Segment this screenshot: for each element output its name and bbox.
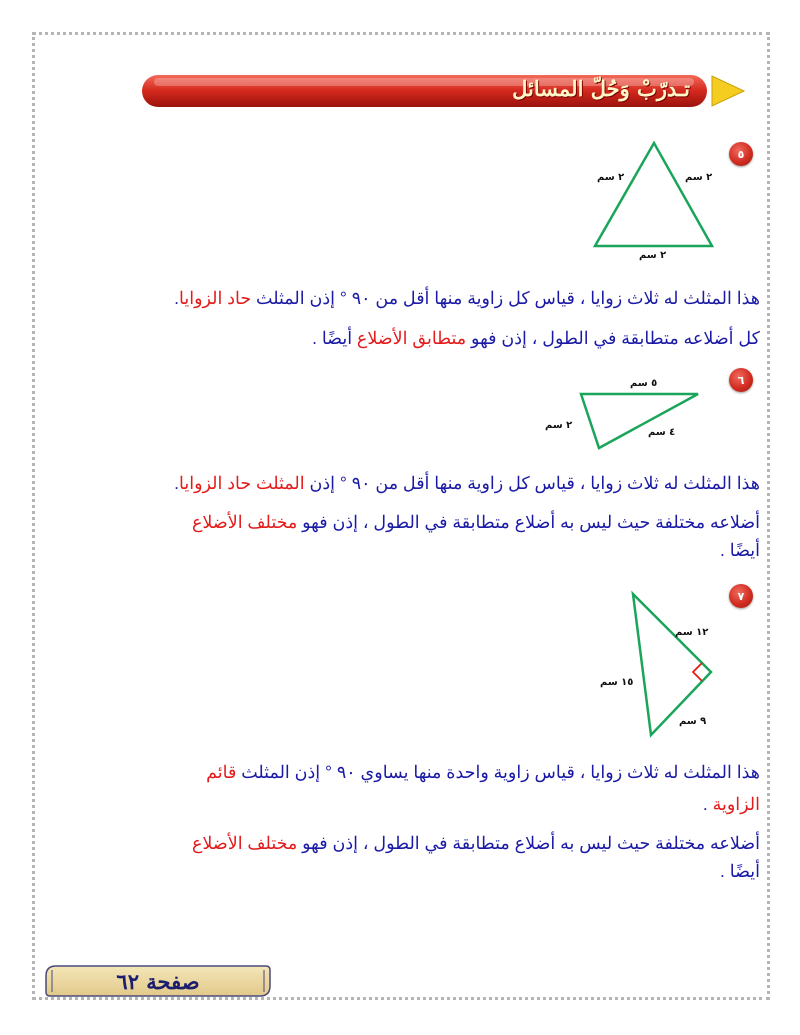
problem-6-line-1: هذا المثلث له ثلاث زوايا ، قياس كل زاوية منها أقل من ٩٠ ° إذن المثلث حاد الزوايا. (174, 473, 760, 493)
side-label-left: ١٥ سم (600, 677, 634, 688)
side-label-top: ١٢ سم (675, 627, 709, 638)
problem-5-line-2: كل أضلاعه متطابقة في الطول ، إذن فهو متطابق الأضلاع أيضًا . (312, 328, 760, 348)
side-label-bottom: ٤ سم (648, 427, 676, 438)
scalene-acute-triangle (578, 390, 703, 452)
equilateral-triangle (590, 138, 720, 250)
problem-7-line-1: هذا المثلث له ثلاث زوايا ، قياس زاوية واحدة منها يساوي ٩٠ ° إذن المثلث قائم (206, 762, 760, 782)
side-label-bottom: ٢ سم (639, 250, 667, 261)
page-number-label: صفحة ٦٢ (116, 968, 200, 994)
problem-number-badge: ٦ (729, 368, 753, 392)
side-label-right: ٢ سم (685, 172, 713, 183)
side-label-top: ٥ سم (630, 378, 658, 389)
banner-title: تـدرّبْ وَحُلّ المسائل (512, 76, 690, 101)
problem-number-badge: ٧ (729, 584, 753, 608)
scalene-acute-triangle-figure (578, 390, 703, 452)
problem-6-line-3: أيضًا . (720, 540, 760, 560)
problem-7-line-2: الزاوية . (702, 794, 760, 814)
right-angle-marker (693, 663, 702, 681)
problem-6-line-2: أضلاعه مختلفة حيث ليس به أضلاع متطابقة في الطول ، إذن فهو مختلف الأضلاع (191, 512, 760, 532)
side-label-left: ٢ سم (545, 420, 573, 431)
side-label-left: ٢ سم (597, 172, 625, 183)
section-banner (140, 72, 750, 110)
problem-7-line-4: أيضًا . (720, 861, 760, 881)
page-number-box (44, 964, 272, 998)
problem-7-line-3: أضلاعه مختلفة حيث ليس به أضلاع متطابقة في الطول ، إذن فهو مختلف الأضلاع (191, 833, 760, 853)
equilateral-triangle-figure (590, 138, 720, 250)
problem-5-line-1: هذا المثلث له ثلاث زوايا ، قياس كل زاوية منها أقل من ٩٠ ° إذن المثلث حاد الزوايا. (174, 288, 760, 308)
problem-number-badge: ٥ (729, 142, 753, 166)
side-label-bottom: ٩ سم (679, 716, 707, 727)
